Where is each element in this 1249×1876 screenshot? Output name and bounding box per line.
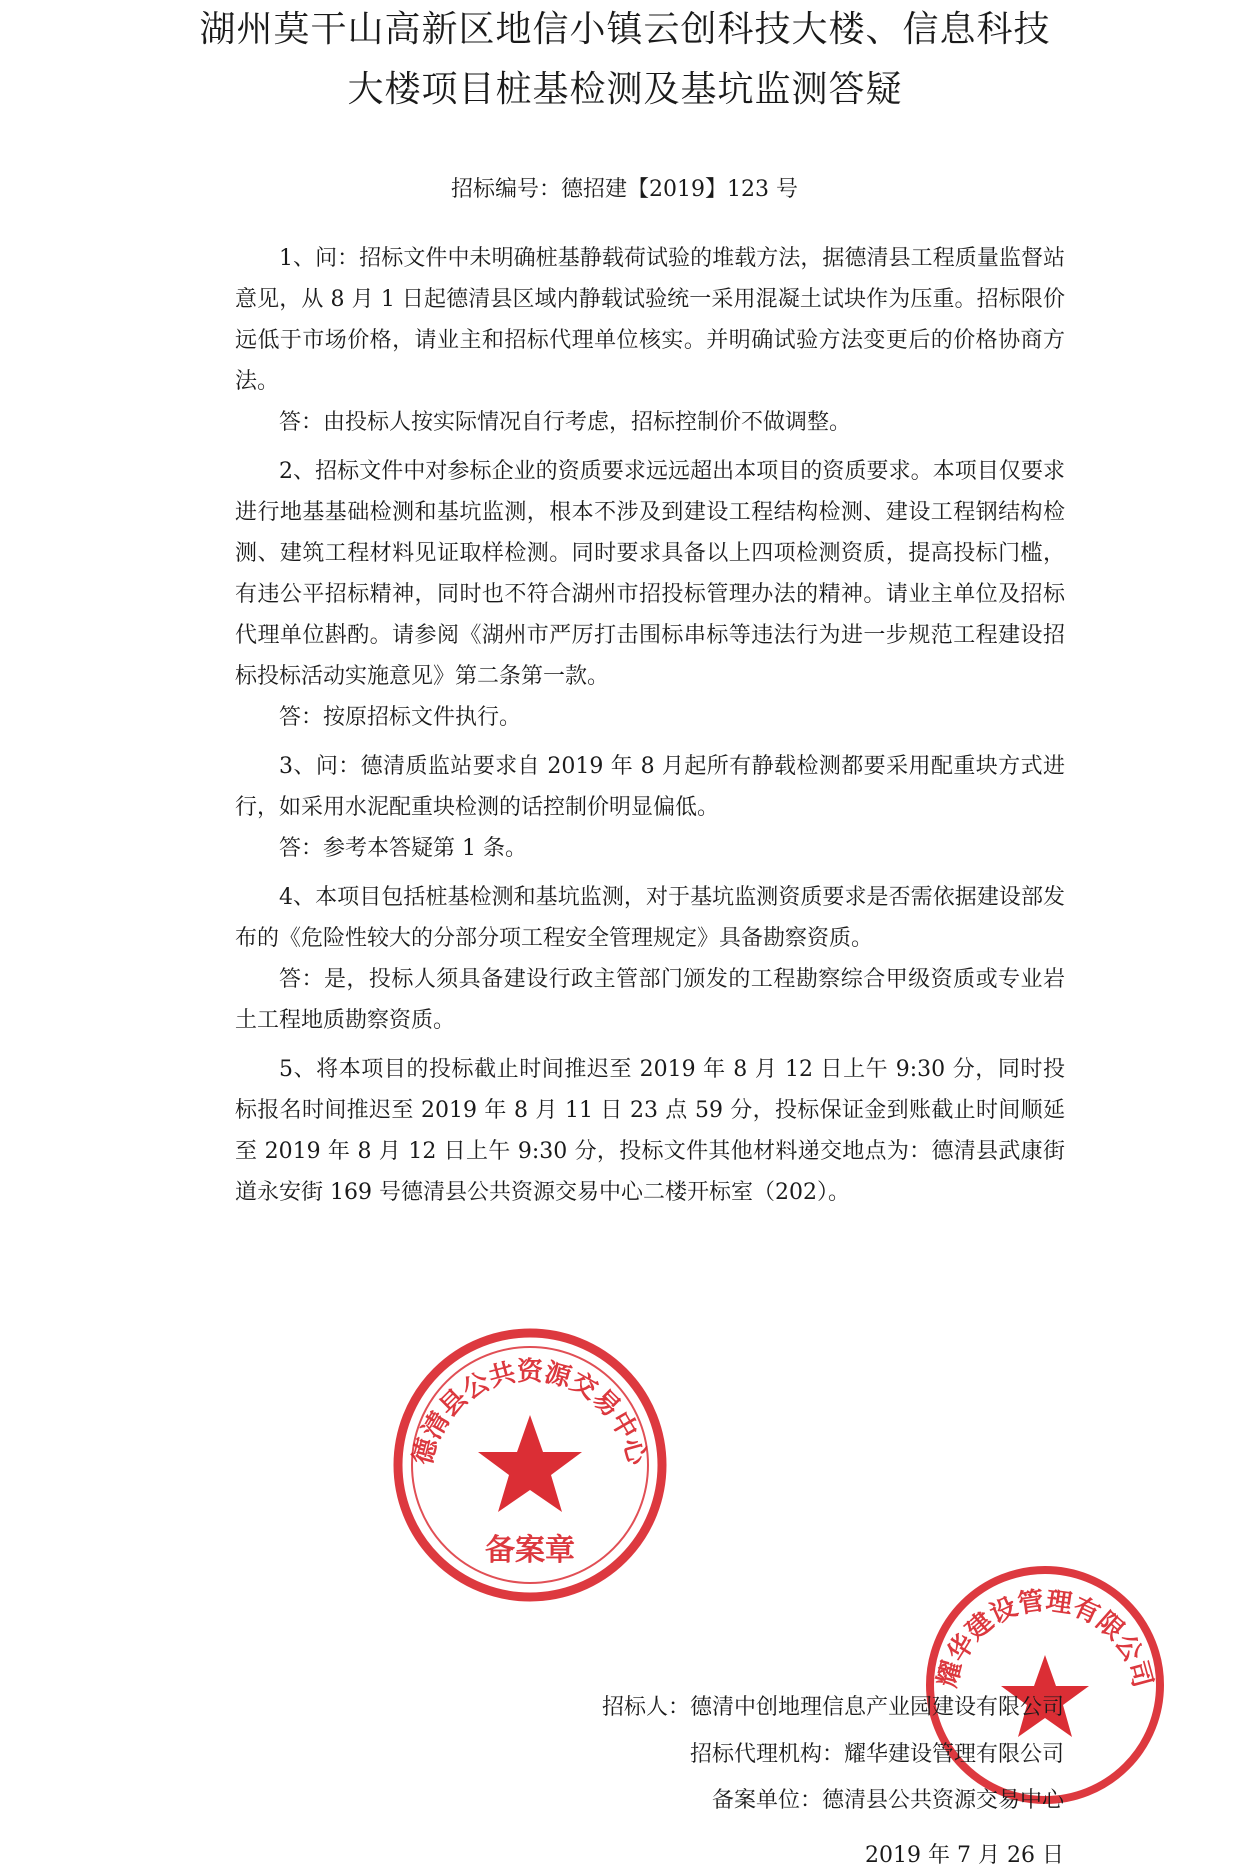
qa-item-1: 1、问：招标文件中未明确桩基静载荷试验的堆载方法，据德清县工程质量监督站意见，从 8 月 1 日起德清县区域内静载试验统一采用混凝土试块作为压重。招标限价远低于市场价格，请业主和招标代理单位核实。并明确试验方法变更后的价格协商方法。 [235, 246, 1065, 394]
filing-unit-line: 备案单位：德清县公共资源交易中心 [711, 1788, 1064, 1813]
qa-item-4: 4、本项目包括桩基检测和基坑监测，对于基坑监测资质要求是否需依据建设部发布的《危险性较大的分部分项工程安全管理规定》具备勘察资质。 [235, 885, 1065, 951]
filing-seal-stamp [385, 1320, 675, 1610]
svg-text:备案章: 备案章 [485, 1533, 575, 1568]
title-line-2: 大楼项目桩基检测及基坑监测答疑 [347, 69, 903, 110]
qa-item-3: 3、问：德清质监站要求自 2019 年 8 月起所有静载检测都要采用配重块方式进行，如采用水泥配重块检测的话控制价明显偏低。 [235, 754, 1065, 820]
qa-answer-2: 答：按原招标文件执行。 [279, 705, 522, 730]
qa-item-5: 5、将本项目的投标截止时间推迟至 2019 年 8 月 12 日上午 9:30 分，同时投标报名时间推迟至 2019 年 8 月 11 日 23 点 59 分，投标保证金到账截止时间顺延至 2019 年 8 月 12 日上午 9:30 分，投标文件其他材料递交地点为：德清县武康街道永安街 169 号德清县公共资源交易中心二楼开标室（202）。 [235, 1057, 1065, 1205]
agency-seal-stamp [920, 1560, 1170, 1810]
qa-answer-4: 答：是，投标人须具备建设行政主管部门颁发的工程勘察综合甲级资质或专业岩土工程地质勘察资质。 [235, 967, 1065, 1033]
qa-body [235, 238, 1065, 1213]
qa-answer-1: 答：由投标人按实际情况自行考虑，招标控制价不做调整。 [279, 410, 852, 435]
agency-line: 招标代理机构：耀华建设管理有限公司 [689, 1742, 1064, 1767]
tenderer-line: 招标人：德清中创地理信息产业园建设有限公司 [601, 1695, 1064, 1720]
qa-answer-3: 答：参考本答疑第 1 条。 [279, 836, 527, 861]
title-line-1: 湖州莫干山高新区地信小镇云创科技大楼、信息科技 [199, 9, 1051, 50]
document-date: 2019 年 7 月 26 日 [865, 1843, 1064, 1868]
svg-text:耀华建设管理有限公司: 耀华建设管理有限公司 [932, 1586, 1158, 1691]
bid-number: 招标编号：德招建【2019】123 号 [451, 177, 798, 202]
svg-text:德清县公共资源交易中心: 德清县公共资源交易中心 [407, 1357, 653, 1469]
qa-item-2: 2、招标文件中对参标企业的资质要求远远超出本项目的资质要求。本项目仅要求进行地基基础检测和基坑监测，根本不涉及到建设工程结构检测、建设工程钢结构检测、建筑工程材料见证取样检测。同时要求具备以上四项检测资质，提高投标门槛，有违公平招标精神，同时也不符合湖州市招投标管理办法的精神。请业主单位及招标代理单位斟酌。请参阅《湖州市严厉打击围标串标等违法行为进一步规范工程建设招标投标活动实施意见》第二条第一款。 [235, 459, 1065, 689]
